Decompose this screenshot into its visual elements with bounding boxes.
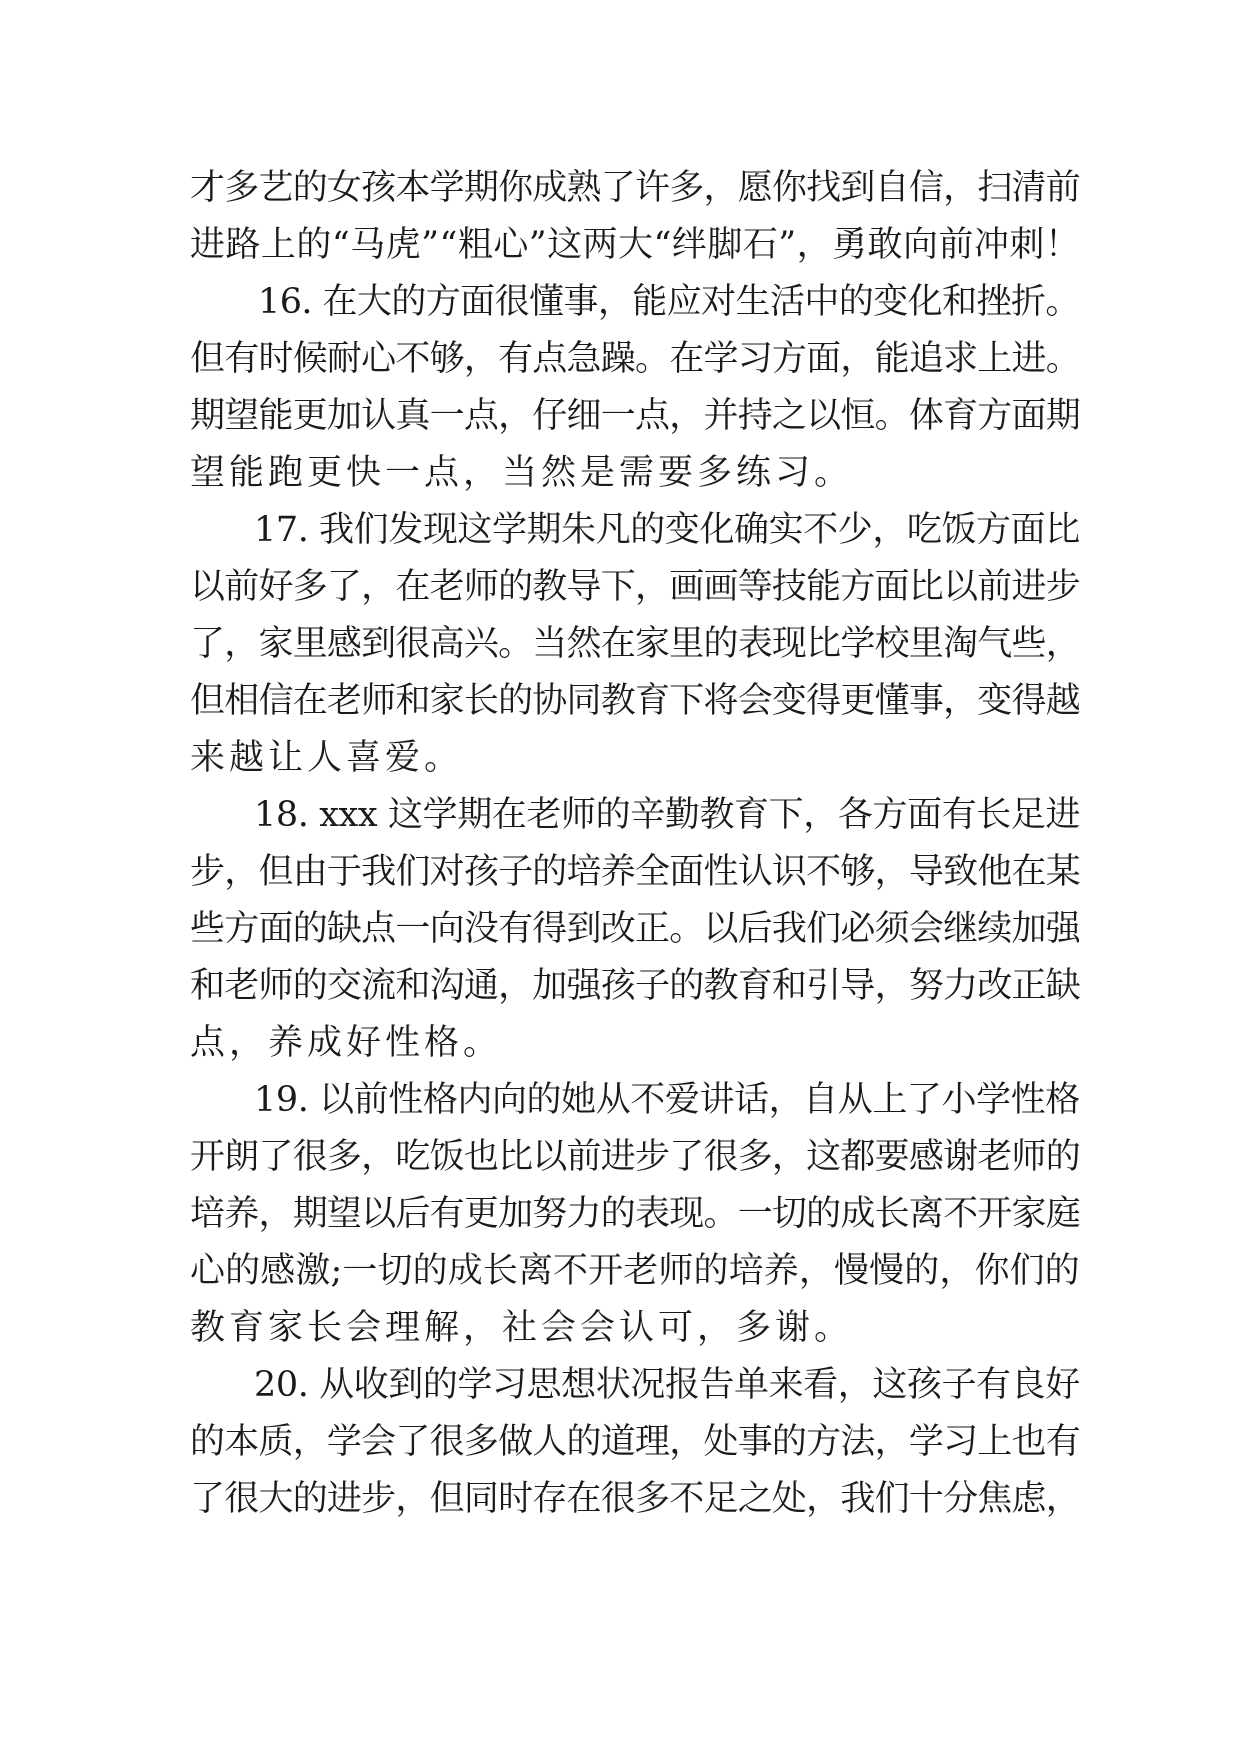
text-line: 心的感激;一切的成长离不开老师的培养，慢慢的，你们的: [190, 1251, 1080, 1291]
paragraph-20-start: 20. 从收到的学习思想状况报告单来看，这孩子有良好: [254, 1365, 1080, 1405]
text-line: 了很大的进步，但同时存在很多不足之处，我们十分焦虑，: [190, 1479, 1081, 1519]
text-line: 开朗了很多，吃饭也比以前进步了很多，这都要感谢老师的: [190, 1137, 1081, 1177]
text-line: 但相信在老师和家长的协同教育下将会变得更懂事，变得越: [190, 681, 1081, 721]
text-line: 期望能更加认真一点，仔细一点，并持之以恒。体育方面期: [190, 396, 1081, 436]
text-line: 些方面的缺点一向没有得到改正。以后我们必须会继续加强: [190, 909, 1081, 949]
text-line: 来越让人喜爱。: [190, 738, 464, 778]
paragraph-17-start: 17. 我们发现这学期朱凡的变化确实不少，吃饭方面比: [254, 510, 1080, 550]
text-line: 和老师的交流和沟通，加强孩子的教育和引导，努力改正缺: [190, 966, 1081, 1006]
text-line: 但有时候耐心不够，有点急躁。在学习方面，能追求上进。: [190, 339, 1081, 379]
text-line: 了，家里感到很高兴。当然在家里的表现比学校里淘气些，: [190, 624, 1081, 664]
text-line: 以前好多了，在老师的教导下，画画等技能方面比以前进步: [190, 567, 1081, 607]
paragraph-16-start: 16. 在大的方面很懂事，能应对生活中的变化和挫折。: [258, 282, 1080, 322]
text-line: 教育家长会理解，社会会认可，多谢。: [190, 1308, 854, 1348]
text-line: 望能跑更快一点，当然是需要多练习。: [190, 453, 854, 493]
text-line: 点，养成好性格。: [190, 1023, 503, 1063]
paragraph-18-start: 18. xxx 这学期在老师的辛勤教育下，各方面有长足进: [254, 795, 1081, 835]
text-line: 的本质，学会了很多做人的道理，处事的方法，学习上也有: [190, 1422, 1081, 1462]
paragraph-19-start: 19. 以前性格内向的她从不爱讲话，自从上了小学性格: [254, 1080, 1080, 1120]
text-line: 培养，期望以后有更加努力的表现。一切的成长离不开家庭: [190, 1194, 1081, 1234]
text-line: 进路上的“马虎”“粗心”这两大“绊脚石”，勇敢向前冲刺！: [190, 225, 1081, 265]
text-line: 才多艺的女孩本学期你成熟了许多，愿你找到自信，扫清前: [190, 168, 1081, 208]
text-line: 步，但由于我们对孩子的培养全面性认识不够，导致他在某: [190, 852, 1081, 892]
